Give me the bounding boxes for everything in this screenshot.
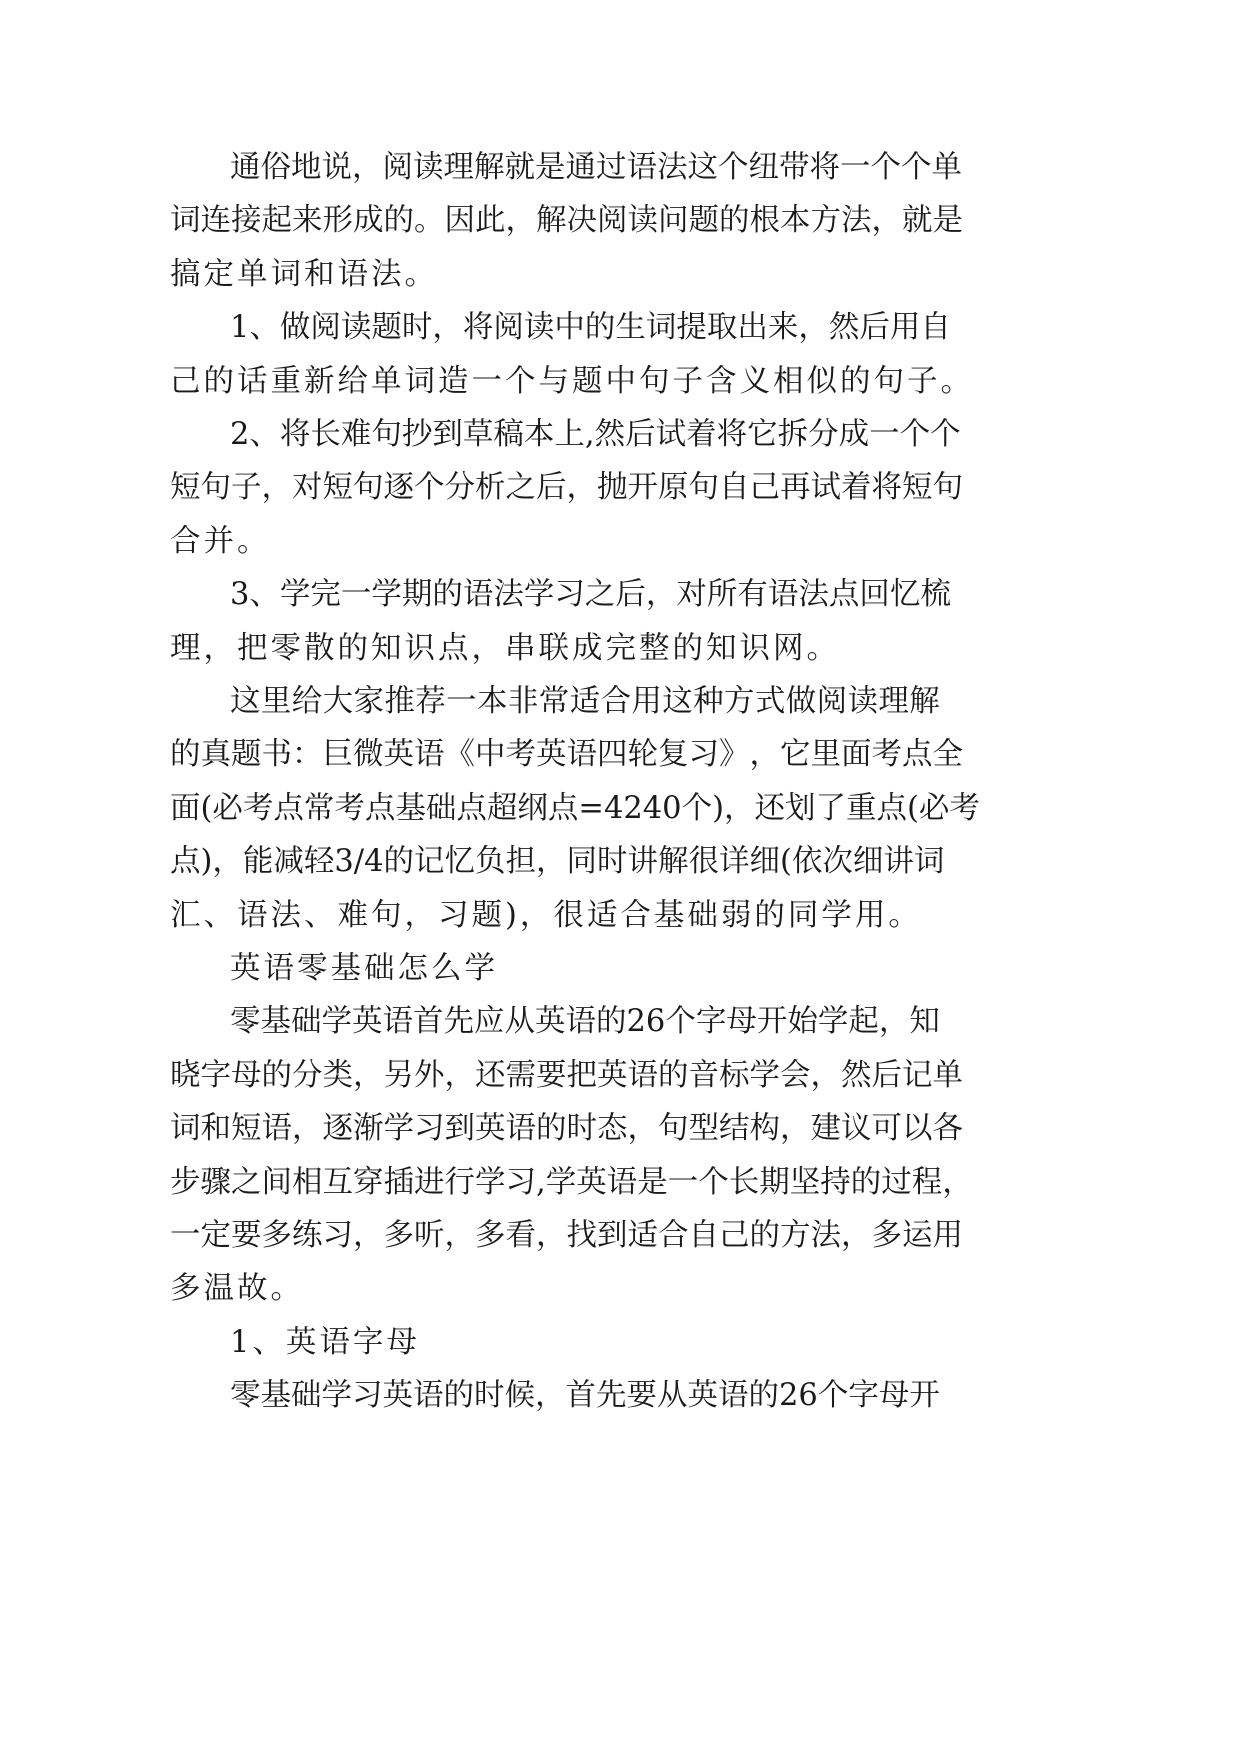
text-line: 合并。 <box>170 523 271 559</box>
text-line: 1 、 做 阅 读 题 时 ， 将 阅 读 中 的 生 词 提 取 出 来 ， 然 后 用 自 <box>230 310 951 346</box>
text-line: 一 定 要 多 练 习 ， 多 听 ， 多 看 ， 找 到 适 合 自 己 的 方 法 ， 多 运 用 <box>170 1218 963 1253</box>
text-line: 理，把零散的知识点，串联成完整的知识网。 <box>170 630 840 666</box>
text-line: 3 、 学 完 一 学 期 的 语 法 学 习 之 后 ， 对 所 有 语 法 点 回 忆 梳 <box>230 577 951 613</box>
text-line: 英语零基础怎么学 <box>230 951 498 986</box>
text-line: 多温故。 <box>170 1271 304 1307</box>
text-line: 汇、语法、难句，习题)，很适合基础弱的同学用。 <box>170 897 922 933</box>
text-line: 短 句 子 ， 对 短 句 逐 个 分 析 之 后 ， 抛 开 原 句 自 己 再 试 着 将 短 句 <box>170 470 963 506</box>
text-line: 步 骤 之 间 相 互 穿 插 进 行 学 习 , 学 英 语 是 一 个 长 期 坚 持 的 过 程 ， <box>170 1164 973 1200</box>
text-line: 己的话重新给单词造一个与题中句子含义相似的句子。 <box>170 363 974 399</box>
text-line: 词 连 接 起 来 形 成 的 。 因 此 ， 解 决 阅 读 问 题 的 根 本 方 法 ， 就 是 <box>170 203 963 239</box>
text-line: 2 、 将 长 难 句 抄 到 草 稿 本 上 , 然 后 试 着 将 它 拆 分 成 一 个 个 <box>230 417 961 452</box>
text-line: 零 基 础 学 习 英 语 的 时 候 ， 首 先 要 从 英 语 的 26 个 字 母 开 <box>230 1378 940 1414</box>
text-line: 零 基 础 学 英 语 首 先 应 从 英 语 的 26 个 字 母 开 始 学 起 ， 知 <box>230 1004 940 1040</box>
text-line: 点 ) ， 能 减 轻 3/4 的 记 忆 负 担 ， 同 时 讲 解 很 详 细 ( 依 次 细 讲 词 <box>170 844 945 880</box>
text-line: 的 真 题 书 ： 巨 微 英 语 《 中 考 英 语 四 轮 复 习 》 ， 它 里 面 考 点 全 <box>170 737 963 773</box>
text-line: 面 ( 必 考 点 常 考 点 基 础 点 超 纲 点 =4240 个 ) ， 还 划 了 重 点 ( 必 考 <box>170 790 980 826</box>
text-line: 词 和 短 语 ， 逐 渐 学 习 到 英 语 的 时 态 ， 句 型 结 构 ， 建 议 可 以 各 <box>170 1111 963 1147</box>
text-line: 晓 字 母 的 分 类 ， 另 外 ， 还 需 要 把 英 语 的 音 标 学 会 ， 然 后 记 单 <box>170 1057 963 1093</box>
text-line: 通 俗 地 说 ， 阅 读 理 解 就 是 通 过 语 法 这 个 纽 带 将 一 个 个 单 <box>230 150 962 185</box>
text-line: 搞定单词和语法。 <box>170 256 438 292</box>
text-line: 这 里 给 大 家 推 荐 一 本 非 常 适 合 用 这 种 方 式 做 阅 读 理 解 <box>230 684 940 719</box>
text-line: 1、英语字母 <box>230 1324 420 1360</box>
